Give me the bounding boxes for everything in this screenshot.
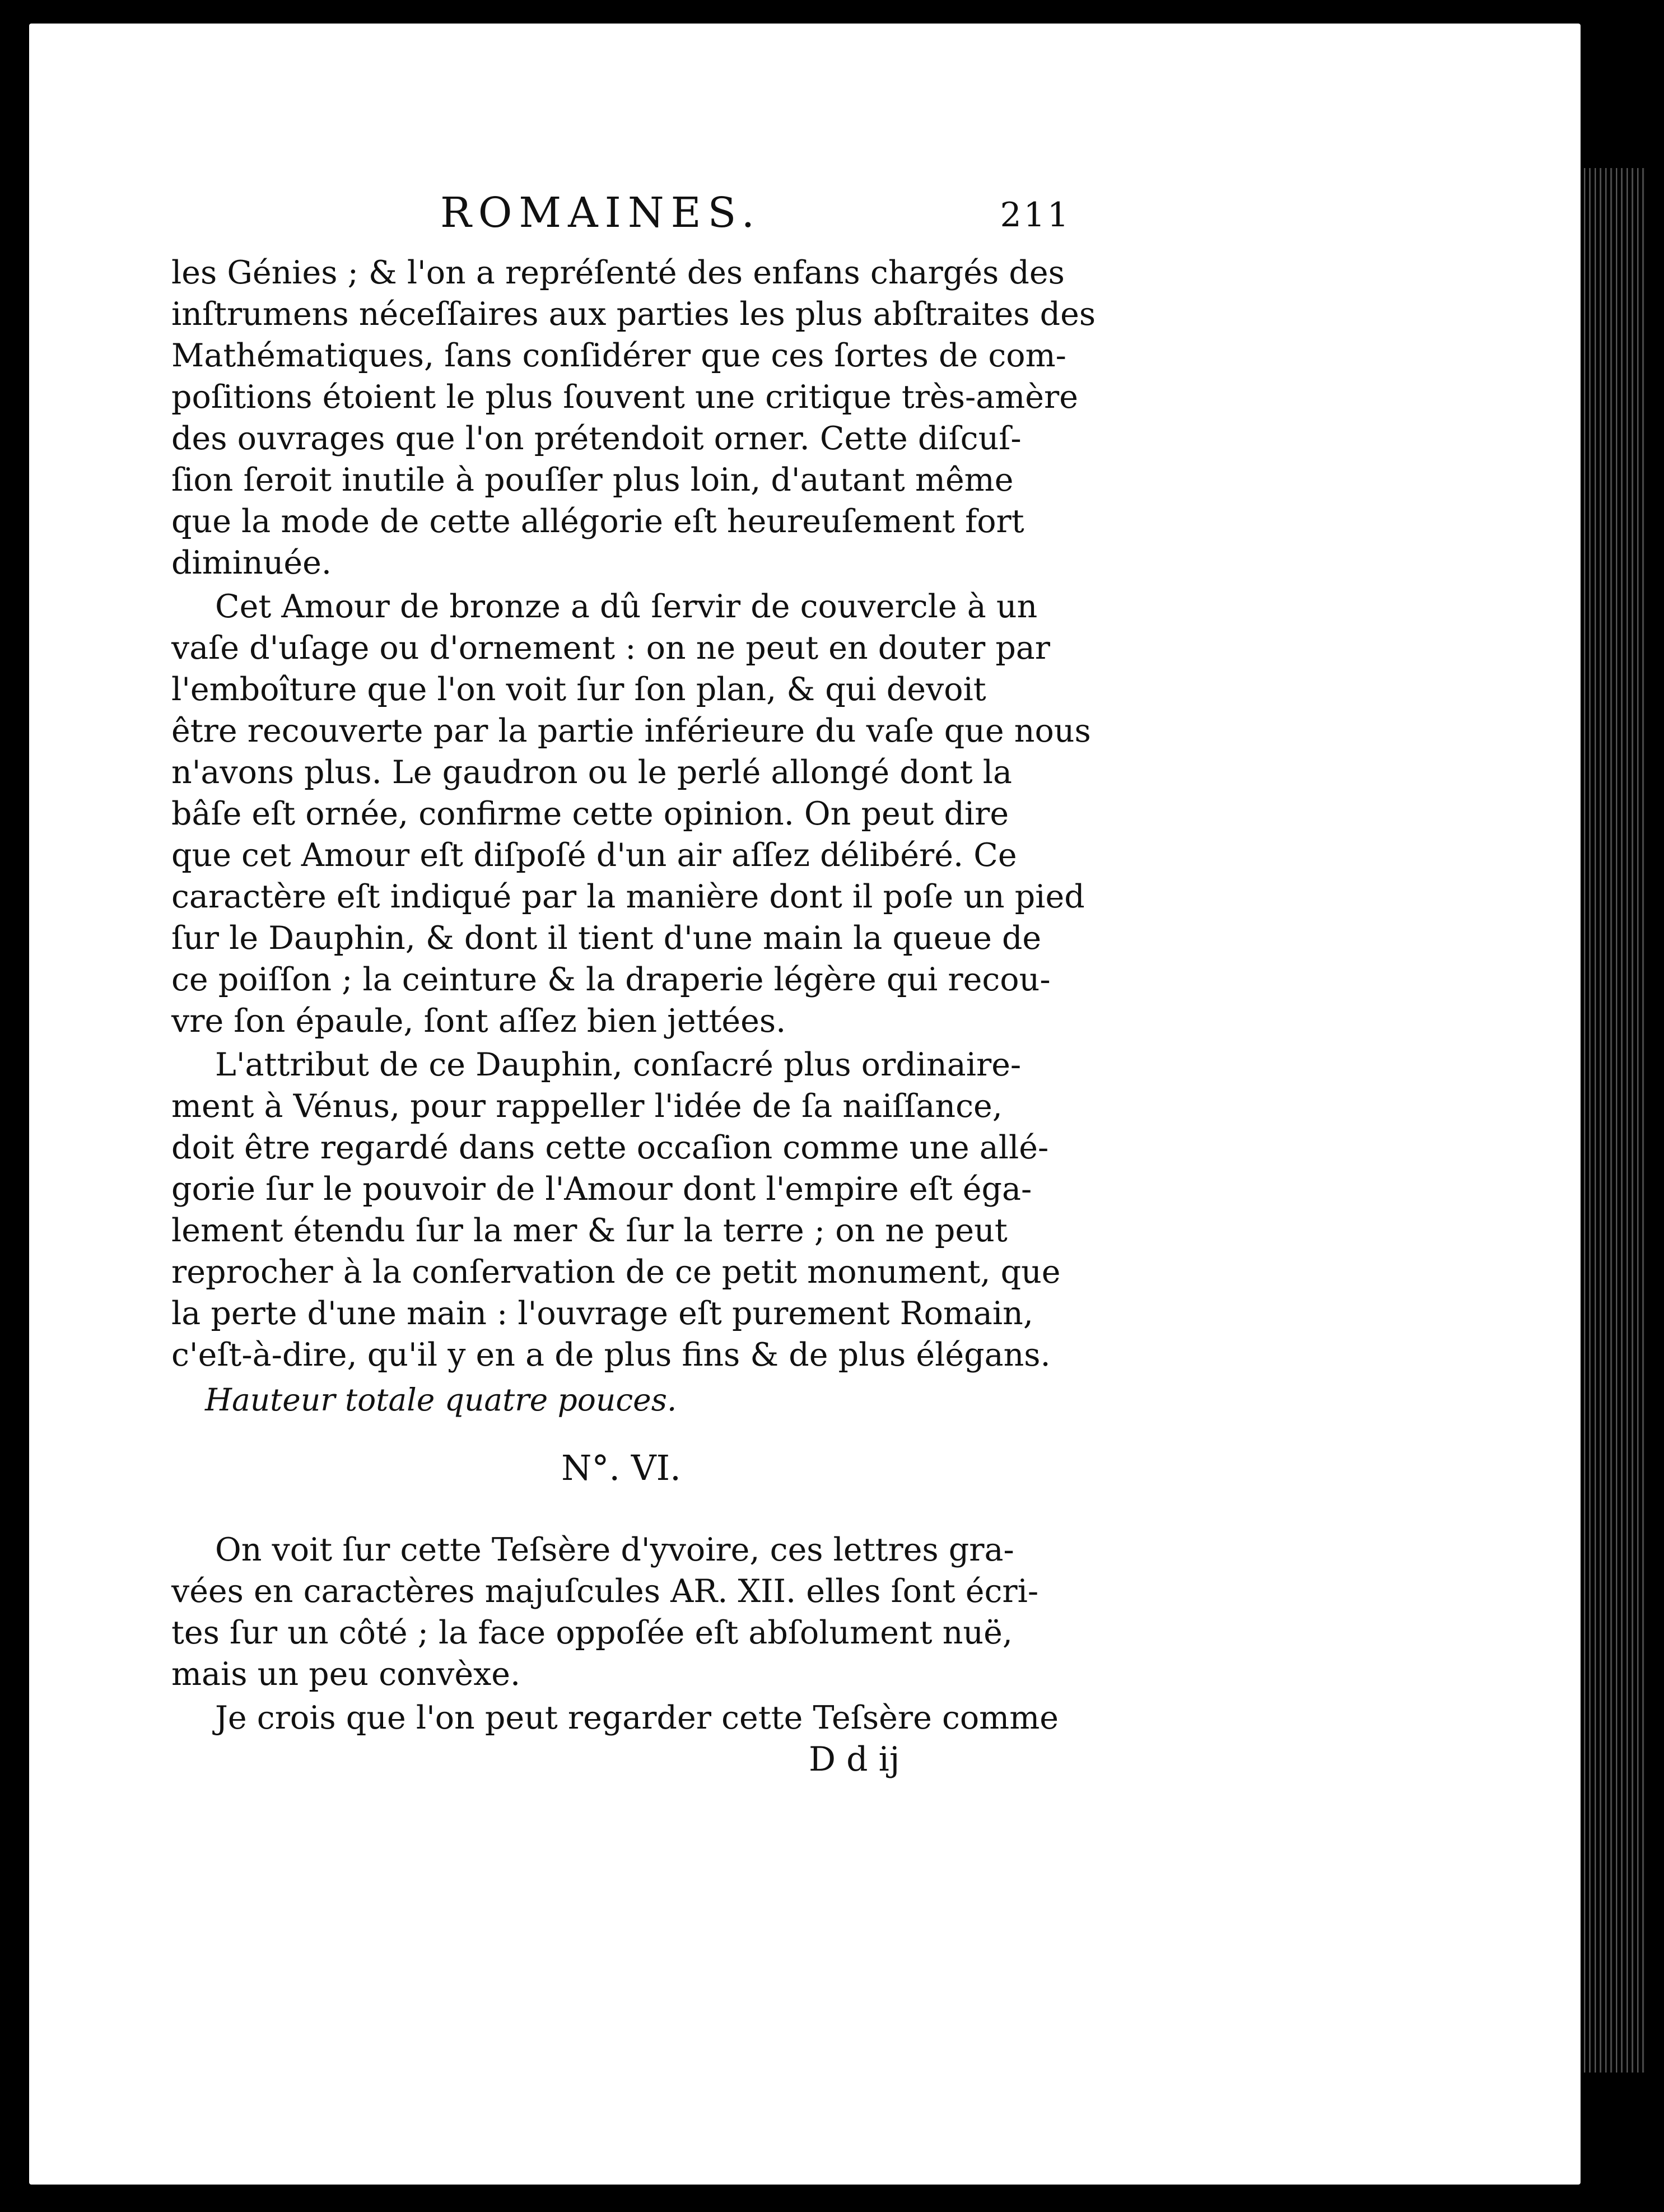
text-line: les Génies ; & l'on a repréſenté des enfans chargés des [171, 254, 1065, 291]
paragraph-3 [171, 1044, 1071, 1376]
text-line: diminuée. [171, 544, 332, 581]
text-line: bâſe eſt ornée, confirme cette opinion. On peut dire [171, 795, 1009, 832]
text-line: Cet Amour de bronze a dû ſervir de couvercle à un [215, 588, 1038, 625]
text-line: vre ſon épaule, ſont aſſez bien jettées. [171, 1003, 786, 1040]
text-line: que la mode de cette allégorie eſt heureuſement fort [171, 503, 1024, 540]
text-line: n'avons plus. Le gaudron ou le perlé allongé dont la [171, 754, 1012, 791]
text-line: ſur le Dauphin, & dont il tient d'une main la queue de [171, 920, 1042, 957]
paragraph-5 [171, 1697, 1071, 1739]
paragraph-4 [171, 1529, 1071, 1695]
dimensions-note: Hauteur totale quatre pouces. [205, 1382, 677, 1418]
text-line: vaſe d'uſage ou d'ornement : on ne peut en douter par [171, 630, 1051, 667]
text-line: c'eſt-à-dire, qu'il y en a de plus fins & de plus élégans. [171, 1336, 1051, 1373]
text-line: l'emboîture que l'on voit ſur ſon plan, & qui devoit [171, 671, 986, 708]
text-line: être recouverte par la partie inférieure du vaſe que nous [171, 713, 1091, 749]
text-line: doit être regardé dans cette occaſion comme une allé- [171, 1129, 1049, 1166]
text-line: L'attribut de ce Dauphin, conſacré plus ordinaire- [215, 1046, 1022, 1083]
page-number: 211 [1000, 195, 1071, 235]
text-line: caractère eſt indiqué par la manière dont il poſe un pied [171, 878, 1085, 915]
running-head [171, 185, 1071, 252]
running-head-title: ROMAINES. [440, 189, 762, 237]
text-line: reprocher à la conſervation de ce petit monument, que [171, 1254, 1061, 1291]
text-line: que cet Amour eſt diſpoſé d'un air aſſez délibéré. Ce [171, 837, 1017, 874]
section-heading: N°. VI. [561, 1447, 681, 1488]
page-edge-shadow [1581, 168, 1648, 2073]
text-line: inſtrumens néceſſaires aux parties les plus abſtraites des [171, 296, 1096, 333]
signature-mark: D d ij [809, 1740, 900, 1779]
text-line: Mathématiques, ſans conſidérer que ces ſortes de com- [171, 337, 1066, 374]
text-line: mais un peu convèxe. [171, 1656, 521, 1693]
text-line: la perte d'une main : l'ouvrage eſt purement Romain, [171, 1295, 1033, 1332]
text-line: gorie ſur le pouvoir de l'Amour dont l'empire eſt éga- [171, 1171, 1032, 1208]
text-line: des ouvrages que l'on prétendoit orner. Cette diſcuſ- [171, 420, 1022, 457]
text-line: tes ſur un côté ; la face oppoſée eſt abſolument nuë, [171, 1614, 1013, 1651]
text-line: lement étendu ſur la mer & ſur la terre ; on ne peut [171, 1212, 1008, 1249]
text-line: poſitions étoient le plus ſouvent une critique très-amère [171, 379, 1078, 416]
paragraph-1 [171, 252, 1096, 584]
text-line: vées en caractères majuſcules AR. XII. elles ſont écri- [171, 1573, 1039, 1610]
text-line: ſion ſeroit inutile à pouſſer plus loin, d'autant même [171, 462, 1014, 499]
paragraph-2 [171, 586, 1091, 1042]
text-line: On voit ſur cette Teſsère d'yvoire, ces lettres gra- [215, 1531, 1014, 1568]
text-line: ment à Vénus, pour rappeller l'idée de ſa naiſſance, [171, 1088, 1003, 1125]
text-block [171, 185, 1096, 1780]
text-line: ce poiſſon ; la ceinture & la draperie légère qui recou- [171, 961, 1051, 998]
text-line: Je crois que l'on peut regarder cette Teſsère comme [215, 1699, 1059, 1736]
